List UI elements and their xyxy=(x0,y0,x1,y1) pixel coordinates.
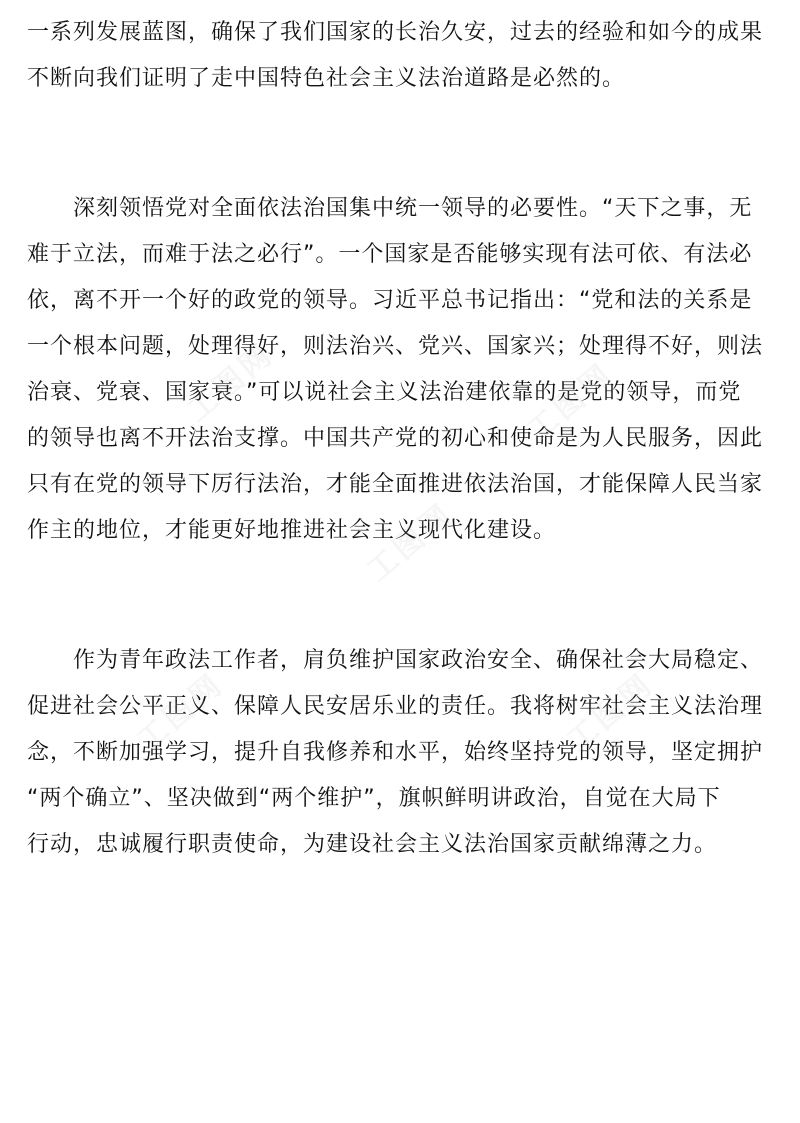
text-line: 念，不断加强学习，提升自我修养和水平，始终坚持党的领导，坚定拥护 xyxy=(27,740,764,765)
text-line: 作主的地位，才能更好地推进社会主义现代化建设。 xyxy=(27,518,557,543)
watermark: 工图网 xyxy=(360,496,461,589)
watermark: 工图网 xyxy=(130,666,231,759)
paragraph-1 xyxy=(27,10,779,102)
text-line: 促进社会公平正义、保障人民安居乐业的责任。我将树牢社会主义法治理 xyxy=(27,694,764,719)
text-line: “两个确立”、坚决做到“两个维护”，旗帜鲜明讲政治，自觉在大局下 xyxy=(27,786,721,811)
text-line: 一个根本问题，处理得好，则法治兴、党兴、国家兴；处理得不好，则法 xyxy=(27,334,764,359)
text-line: 只有在党的领导下厉行法治，才能全面推进依法治国，才能保障人民当家 xyxy=(27,472,764,497)
text-line: 作为青年政法工作者，肩负维护国家政治安全、确保社会大局稳定、 xyxy=(73,648,764,673)
text-line: 依，离不开一个好的政党的领导。习近平总书记指出：“党和法的关系是 xyxy=(27,288,753,313)
text-line: 深刻领悟党对全面依法治国集中统一领导的必要性。“天下之事，无 xyxy=(73,196,753,221)
paragraph-2 xyxy=(27,186,779,554)
text-line: 的领导也离不开法治支撑。中国共产党的初心和使命是为人民服务，因此 xyxy=(27,426,764,451)
text-line: 难于立法，而难于法之必行”。一个国家是否能够实现有法可依、有法必 xyxy=(27,242,753,267)
watermark: 工图网 xyxy=(560,666,661,759)
text-line: 一系列发展蓝图，确保了我们国家的长治久安，过去的经验和如今的成果 xyxy=(27,20,764,45)
watermark: 工图网 xyxy=(520,356,621,449)
watermark: 工图网 xyxy=(180,336,281,429)
paragraph-3 xyxy=(27,638,779,868)
text-line: 治衰、党衰、国家衰。”可以说社会主义法治建依靠的是党的领导，而党 xyxy=(27,380,742,405)
text-line: 不断向我们证明了走中国特色社会主义法治道路是必然的。 xyxy=(27,66,626,91)
text-line: 行动，忠诚履行职责使命，为建设社会主义法治国家贡献绵薄之力。 xyxy=(27,832,718,857)
